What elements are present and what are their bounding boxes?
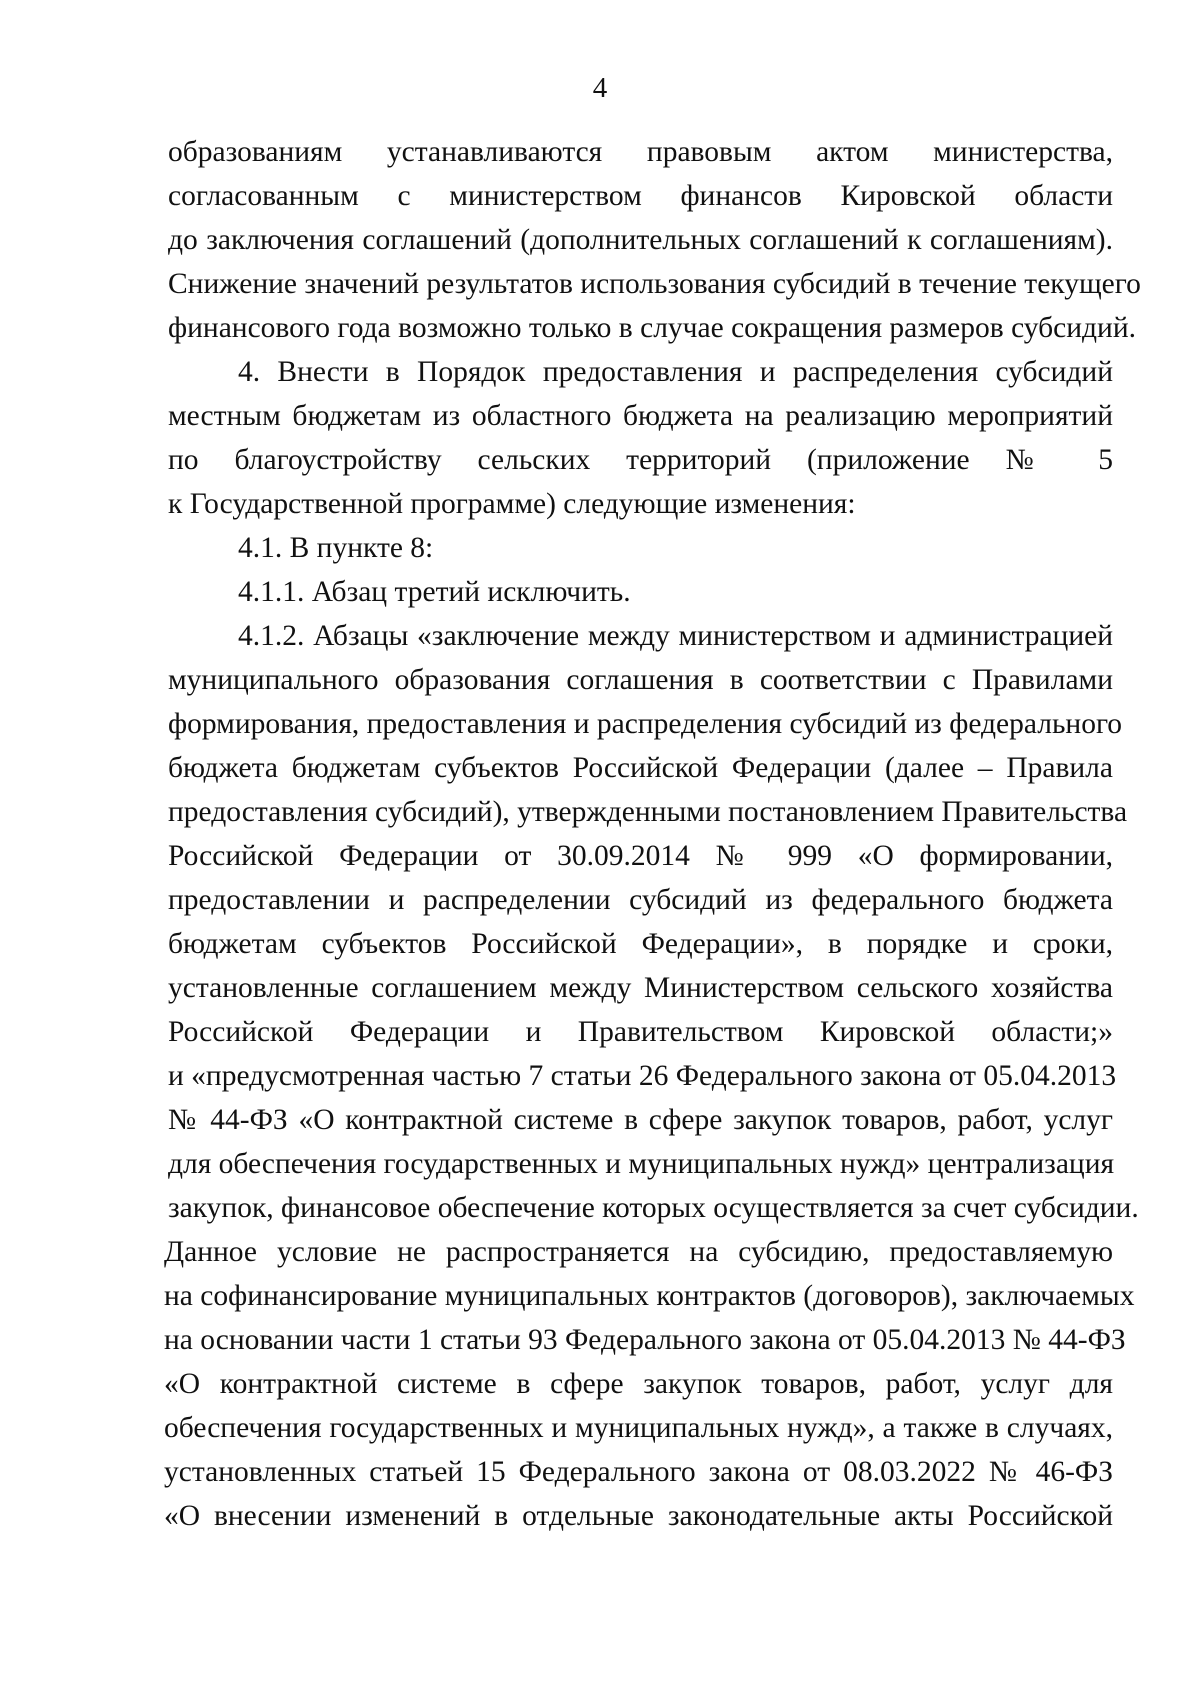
document-body bbox=[164, 130, 1141, 1538]
text-line: бюджетам субъектов Российской Федерации», в порядке и сроки, bbox=[168, 928, 1113, 960]
text-line: местным бюджетам из областного бюджета на реализацию мероприятий bbox=[168, 400, 1113, 432]
text-line: «О контрактной системе в сфере закупок товаров, работ, услуг для bbox=[164, 1368, 1113, 1400]
text-line: бюджета бюджетам субъектов Российской Федерации (далее – Правила bbox=[168, 752, 1113, 784]
text-line: до заключения соглашений (дополнительных соглашений к соглашениям). bbox=[168, 224, 1113, 256]
text-line: финансового года возможно только в случае сокращения размеров субсидий. bbox=[168, 312, 1136, 344]
text-line: на софинансирование муниципальных контрактов (договоров), заключаемых bbox=[164, 1280, 1135, 1312]
page-number: 4 bbox=[592, 72, 608, 104]
text-line: № 44-ФЗ «О контрактной системе в сфере закупок товаров, работ, услуг bbox=[168, 1104, 1113, 1136]
text-line: Российской Федерации и Правительством Кировской области;» bbox=[168, 1016, 1113, 1048]
text-line: установленных статьей 15 Федерального закона от 08.03.2022 № 46-ФЗ bbox=[164, 1456, 1113, 1488]
text-line: Российской Федерации от 30.09.2014 № 999 «О формировании, bbox=[168, 840, 1113, 872]
paragraph-start: 4.1.2. Абзацы «заключение между министерством и администрацией bbox=[238, 620, 1113, 652]
text-line: муниципального образования соглашения в соответствии с Правилами bbox=[168, 664, 1113, 696]
text-line: на основании части 1 статьи 93 Федерального закона от 05.04.2013 № 44-ФЗ bbox=[164, 1324, 1126, 1356]
text-line: установленные соглашением между Министерством сельского хозяйства bbox=[168, 972, 1113, 1004]
text-line: обеспечения государственных и муниципальных нужд», а также в случаях, bbox=[164, 1412, 1113, 1444]
text-line: Снижение значений результатов использования субсидий в течение текущего bbox=[168, 268, 1141, 300]
text-line: по благоустройству сельских территорий (приложение № 5 bbox=[168, 444, 1113, 476]
text-line: согласованным с министерством финансов Кировской области bbox=[168, 180, 1113, 212]
paragraph-start: 4. Внести в Порядок предоставления и распределения субсидий bbox=[238, 356, 1113, 388]
text-line: предоставлении и распределении субсидий из федерального бюджета bbox=[168, 884, 1113, 916]
text-line: к Государственной программе) следующие изменения: bbox=[168, 488, 856, 520]
clause-heading: 4.1.1. Абзац третий исключить. bbox=[238, 576, 631, 608]
text-line: предоставления субсидий), утвержденными постановлением Правительства bbox=[168, 796, 1128, 828]
text-line: закупок, финансовое обеспечение которых осуществляется за счет субсидии. bbox=[168, 1192, 1139, 1224]
text-line: для обеспечения государственных и муниципальных нужд» централизация bbox=[168, 1148, 1115, 1180]
text-line: и «предусмотренная частью 7 статьи 26 Федерального закона от 05.04.2013 bbox=[168, 1060, 1117, 1092]
text-line: Данное условие не распространяется на субсидию, предоставляемую bbox=[164, 1236, 1113, 1268]
text-line: образованиям устанавливаются правовым актом министерства, bbox=[168, 136, 1113, 168]
text-line: формирования, предоставления и распределения субсидий из федерального bbox=[168, 708, 1123, 740]
clause-heading: 4.1. В пункте 8: bbox=[238, 532, 434, 564]
text-line: «О внесении изменений в отдельные законодательные акты Российской bbox=[164, 1500, 1113, 1532]
